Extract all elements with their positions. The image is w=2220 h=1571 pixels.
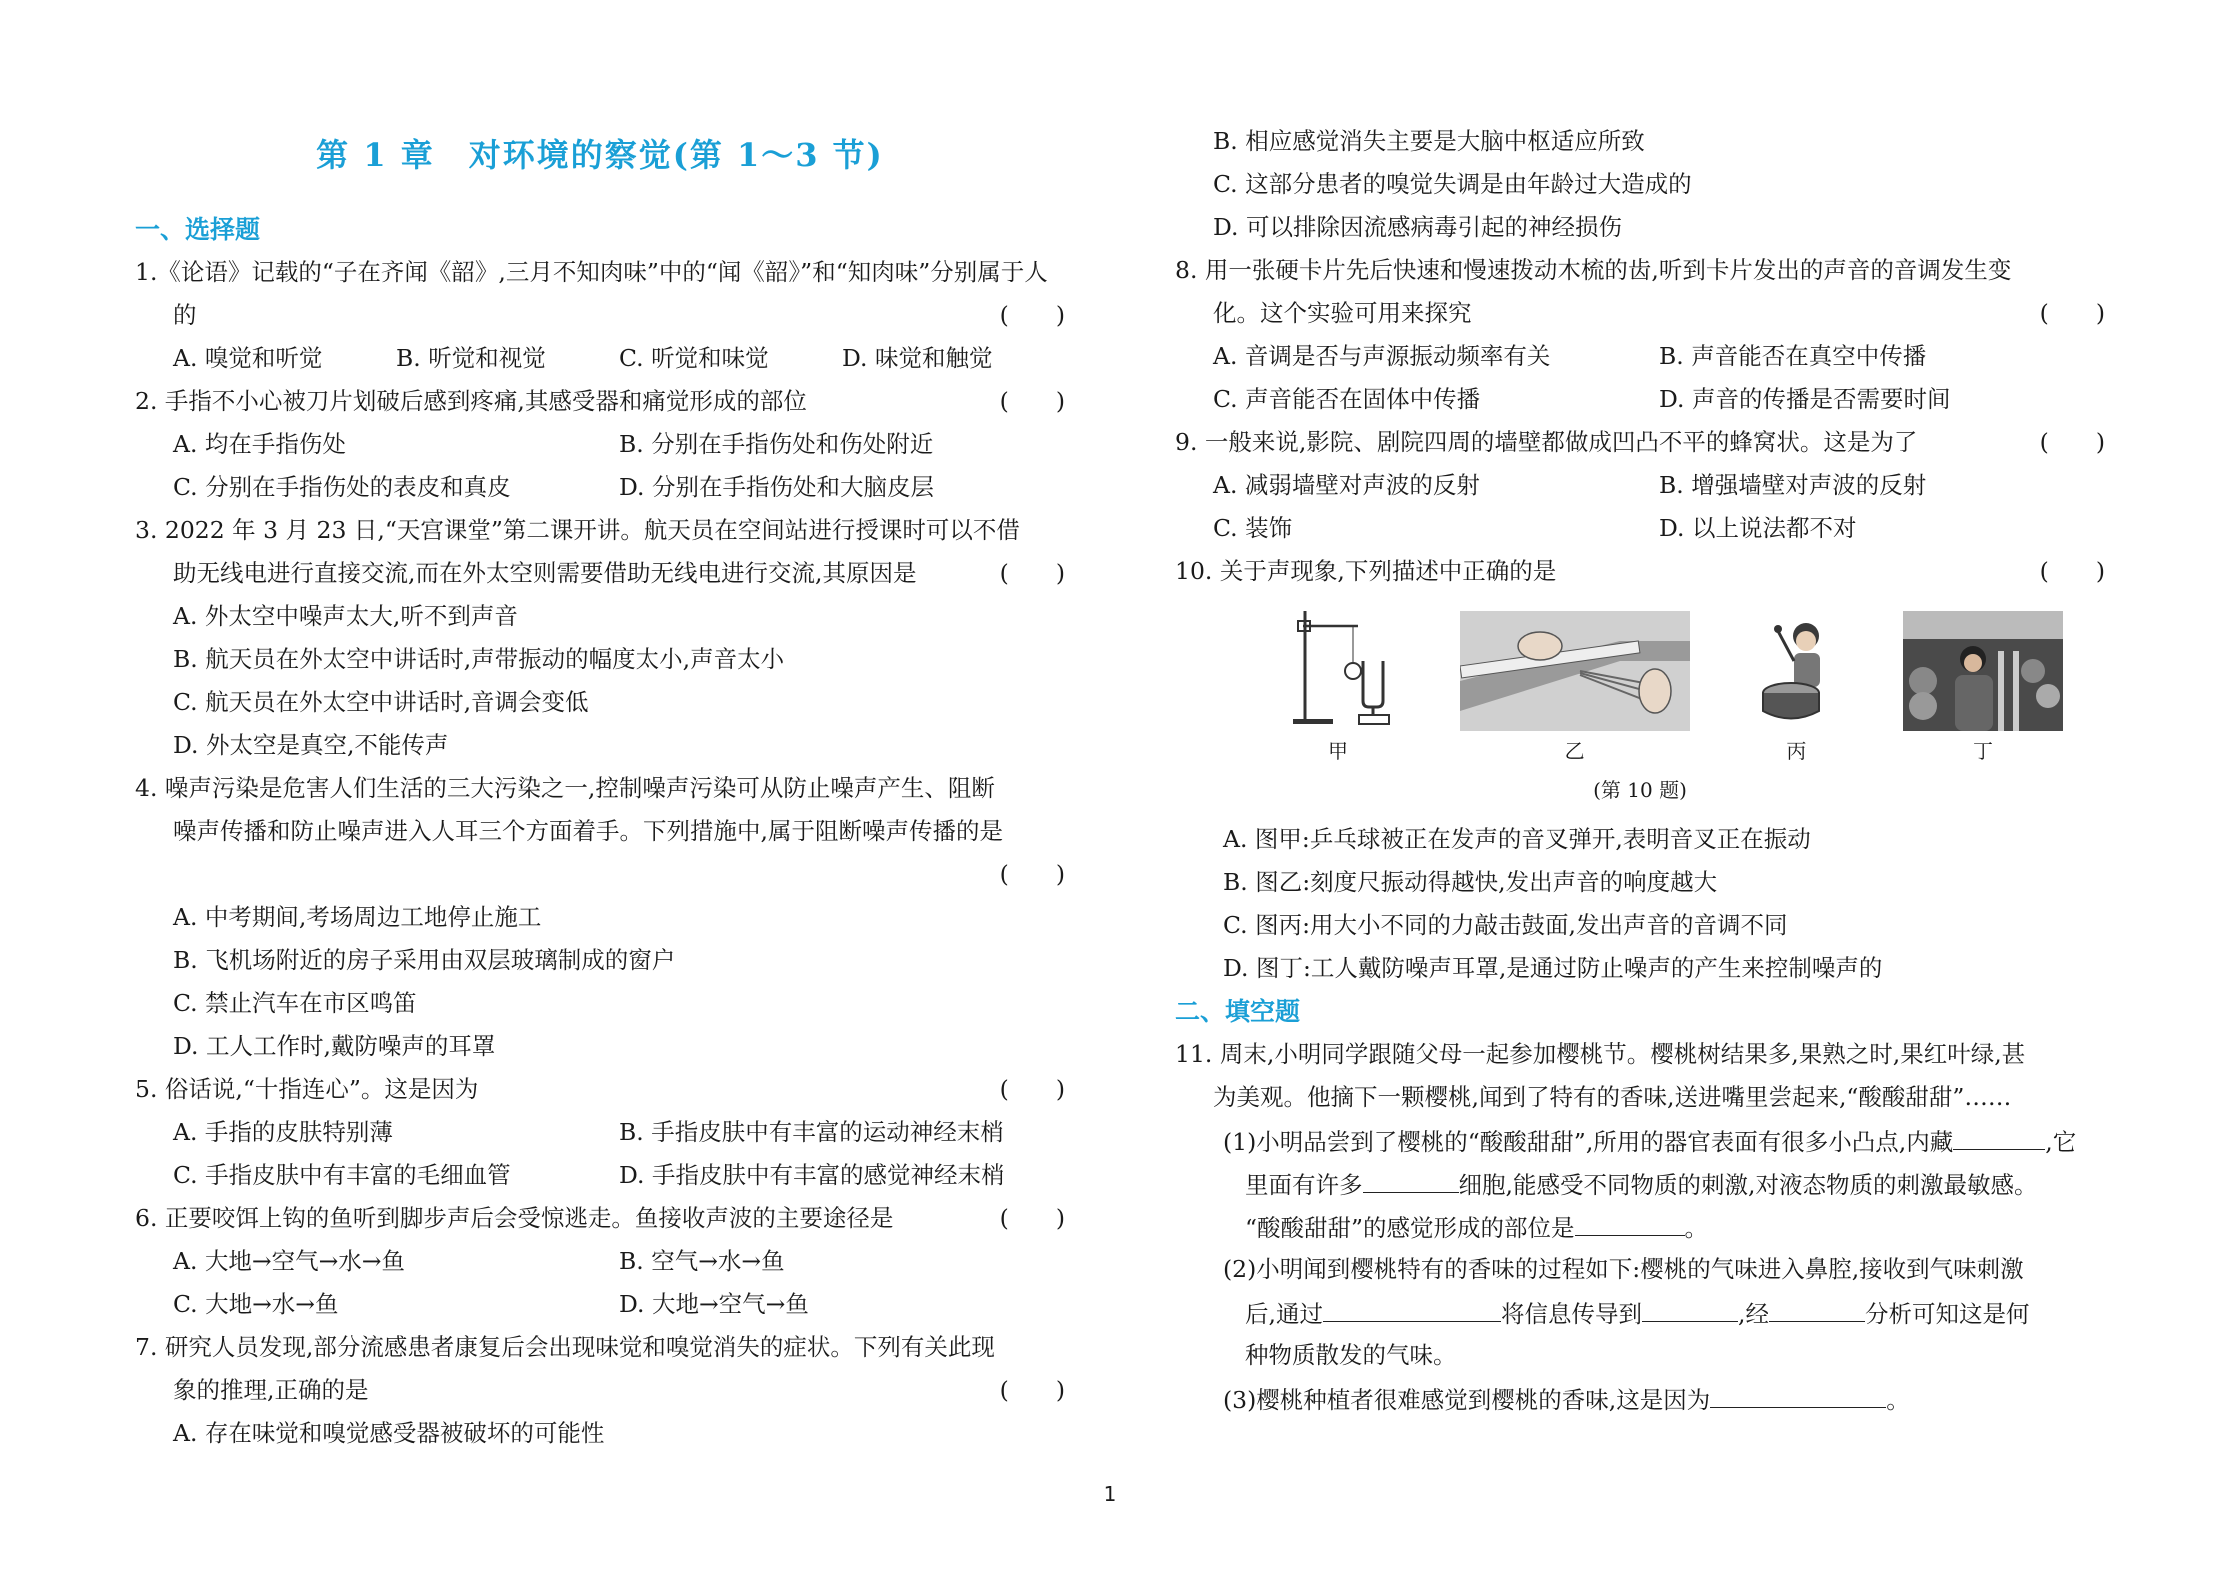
q4-option-b[interactable]: B. 飞机场附近的房子采用由双层玻璃制成的窗户 xyxy=(173,946,676,974)
figure-bing xyxy=(1756,611,1836,764)
q8-option-d[interactable]: D. 声音的传播是否需要时间 xyxy=(1659,385,1951,413)
factory-worker-photo xyxy=(1903,611,2063,731)
q11-part2-line1: (2)小明闻到樱桃特有的香味的过程如下:樱桃的气味进入鼻腔,接收到气味刺激 xyxy=(1223,1255,2024,1283)
q10-option-c[interactable]: C. 图丙:用大小不同的力敲击鼓面,发出声音的音调不同 xyxy=(1223,911,1788,939)
q2-option-c[interactable]: C. 分别在手指伤处的表皮和真皮 xyxy=(173,473,511,501)
answer-blank[interactable] xyxy=(1710,1377,1886,1408)
q11-part3-line1: (3)樱桃种植者很难感觉到樱桃的香味,这是因为 。 xyxy=(1175,1377,2105,1420)
section-choice-heading: 一、选择题 xyxy=(135,215,261,244)
q6-option-c[interactable]: C. 大地→水→鱼 xyxy=(173,1290,339,1318)
q4-option-d[interactable]: D. 工人工作时,戴防噪声的耳罩 xyxy=(173,1032,496,1060)
q10-line1: 10. 关于声现象,下列描述中正确的是 ( ) xyxy=(1175,550,2105,593)
ruler-vibration-illustration xyxy=(1460,611,1690,731)
tuning-fork-illustration xyxy=(1283,601,1393,731)
q7-option-a[interactable]: A. 存在味觉和嗅觉感受器被破坏的可能性 xyxy=(173,1419,605,1447)
q9-options-ab xyxy=(1175,464,2105,507)
q8-line1: 8. 用一张硬卡片先后快速和慢速拨动木梳的齿,听到卡片发出的声音的音调发生变 xyxy=(1175,256,2012,284)
q5-options-ab xyxy=(135,1111,1065,1154)
q5-options-cd xyxy=(135,1154,1065,1197)
answer-paren[interactable]: ( ) xyxy=(999,559,1065,587)
q4-option-a[interactable]: A. 中考期间,考场周边工地停止施工 xyxy=(173,903,542,931)
q9-option-d[interactable]: D. 以上说法都不对 xyxy=(1659,514,1857,542)
answer-paren[interactable]: ( ) xyxy=(999,301,1065,329)
q10-option-a[interactable]: A. 图甲:乒乓球被正在发声的音叉弹开,表明音叉正在振动 xyxy=(1223,825,1811,853)
q2-option-b[interactable]: B. 分别在手指伤处和伤处附近 xyxy=(619,430,934,458)
answer-paren[interactable]: ( ) xyxy=(999,1075,1065,1103)
answer-blank[interactable] xyxy=(1769,1291,1865,1322)
q7-line2: 象的推理,正确的是 ( ) xyxy=(135,1369,1065,1412)
q11-part2-line3: 种物质散发的气味。 xyxy=(1245,1341,1457,1369)
q10-option-b[interactable]: B. 图乙:刻度尺振动得越快,发出声音的响度越大 xyxy=(1223,868,1718,896)
q11-part1-line3: “酸酸甜甜”的感觉形成的部位是 。 xyxy=(1175,1205,2105,1248)
q9-option-a[interactable]: A. 减弱墙壁对声波的反射 xyxy=(1213,471,1480,499)
q8-line2: 化。这个实验可用来探究 ( ) xyxy=(1175,292,2105,335)
q6-option-a[interactable]: A. 大地→空气→水→鱼 xyxy=(173,1247,405,1275)
q8-option-b[interactable]: B. 声音能否在真空中传播 xyxy=(1659,342,1927,370)
q1-options xyxy=(135,337,1065,380)
answer-paren[interactable]: ( ) xyxy=(999,860,1065,888)
q1-line1: 1.《论语》记载的“子在齐闻《韶》,三月不知肉味”中的“闻《韶》”和“知肉味”分别属于人 xyxy=(135,258,1048,286)
q9-option-b[interactable]: B. 增强墙壁对声波的反射 xyxy=(1659,471,1927,499)
q4-line1: 4. 噪声污染是危害人们生活的三大污染之一,控制噪声污染可从防止噪声产生、阻断 xyxy=(135,774,995,802)
figure-label-yi: 乙 xyxy=(1564,739,1585,763)
answer-blank[interactable] xyxy=(1363,1162,1459,1193)
q2-line1: 2. 手指不小心被刀片划破后感到疼痛,其感受器和痛觉形成的部位 ( ) xyxy=(135,380,1065,423)
q3-option-b[interactable]: B. 航天员在外太空中讲话时,声带振动的幅度太小,声音太小 xyxy=(173,645,785,673)
q10-figures xyxy=(1283,601,2063,764)
q11-part2-line2: 后,通过 将信息传导到 ,经 分析可知这是何 xyxy=(1175,1291,2105,1334)
q1-option-c[interactable]: C. 听觉和味觉 xyxy=(619,344,769,372)
q2-options-cd xyxy=(135,466,1065,509)
figure-ding xyxy=(1903,611,2063,764)
answer-paren[interactable]: ( ) xyxy=(2039,428,2105,456)
q3-line1: 3. 2022 年 3 月 23 日,“天宫课堂”第二课开讲。航天员在空间站进行授课时可以不借 xyxy=(135,516,1020,544)
q8-options-cd xyxy=(1175,378,2105,421)
q5-option-d[interactable]: D. 手指皮肤中有丰富的感觉神经末梢 xyxy=(619,1161,1005,1189)
q3-option-a[interactable]: A. 外太空中噪声太大,听不到声音 xyxy=(173,602,518,630)
q1-line2: 的 ( ) xyxy=(135,294,1065,337)
q8-option-c[interactable]: C. 声音能否在固体中传播 xyxy=(1213,385,1481,413)
q7-line1: 7. 研究人员发现,部分流感患者康复后会出现味觉和嗅觉消失的症状。下列有关此现 xyxy=(135,1333,995,1361)
page-number: 1 xyxy=(1103,1482,1117,1506)
q6-option-d[interactable]: D. 大地→空气→鱼 xyxy=(619,1290,809,1318)
figure-label-ding: 丁 xyxy=(1972,739,1993,763)
q3-line2: 助无线电进行直接交流,而在外太空则需要借助无线电进行交流,其原因是 ( ) xyxy=(135,552,1065,595)
figure-label-jia: 甲 xyxy=(1328,739,1348,763)
q7-option-d[interactable]: D. 可以排除因流感病毒引起的神经损伤 xyxy=(1213,213,1622,241)
answer-paren[interactable]: ( ) xyxy=(999,1204,1065,1232)
figure-label-bing: 丙 xyxy=(1786,739,1807,763)
figure-jia xyxy=(1283,601,1393,764)
answer-blank[interactable] xyxy=(1642,1291,1738,1322)
q11-part1-line1: (1)小明品尝到了樱桃的“酸酸甜甜”,所用的器官表面有很多小凸点,内藏 ,它 xyxy=(1175,1119,2105,1162)
q6-option-b[interactable]: B. 空气→水→鱼 xyxy=(619,1247,785,1275)
answer-blank[interactable] xyxy=(1323,1291,1501,1322)
answer-blank[interactable] xyxy=(1953,1119,2045,1150)
answer-paren[interactable]: ( ) xyxy=(2039,299,2105,327)
q5-option-a[interactable]: A. 手指的皮肤特别薄 xyxy=(173,1118,393,1146)
figure-caption: (第 10 题) xyxy=(1593,778,1687,802)
q6-line1: 6. 正要咬饵上钩的鱼听到脚步声后会受惊逃走。鱼接收声波的主要途径是 ( ) xyxy=(135,1197,1065,1240)
q1-option-b[interactable]: B. 听觉和视觉 xyxy=(396,344,546,372)
q2-option-a[interactable]: A. 均在手指伤处 xyxy=(173,430,346,458)
figure-yi xyxy=(1460,611,1690,764)
q9-option-c[interactable]: C. 装饰 xyxy=(1213,514,1293,542)
section-fill-heading: 二、填空题 xyxy=(1175,997,1301,1026)
answer-paren[interactable]: ( ) xyxy=(999,387,1065,415)
q6-options-ab xyxy=(135,1240,1065,1283)
answer-blank[interactable] xyxy=(1575,1205,1685,1236)
right-column xyxy=(1175,120,2105,1420)
drum-illustration xyxy=(1756,611,1836,731)
q2-options-ab xyxy=(135,423,1065,466)
q4-line2: 噪声传播和防止噪声进入人耳三个方面着手。下列措施中,属于阻断噪声传播的是 xyxy=(173,817,1003,845)
q7-option-b[interactable]: B. 相应感觉消失主要是大脑中枢适应所致 xyxy=(1213,127,1645,155)
q8-options-ab xyxy=(1175,335,2105,378)
q10-option-d[interactable]: D. 图丁:工人戴防噪声耳罩,是通过防止噪声的产生来控制噪声的 xyxy=(1223,954,1883,982)
q5-option-b[interactable]: B. 手指皮肤中有丰富的运动神经末梢 xyxy=(619,1118,1004,1146)
q2-option-d[interactable]: D. 分别在手指伤处和大脑皮层 xyxy=(619,473,934,501)
q4-paren-line xyxy=(135,853,1065,896)
q3-option-c[interactable]: C. 航天员在外太空中讲话时,音调会变低 xyxy=(173,688,589,716)
q7-option-c[interactable]: C. 这部分患者的嗅觉失调是由年龄过大造成的 xyxy=(1213,170,1692,198)
q1-option-a[interactable]: A. 嗅觉和听觉 xyxy=(173,344,323,372)
q9-options-cd xyxy=(1175,507,2105,550)
q1-option-d[interactable]: D. 味觉和触觉 xyxy=(842,344,993,372)
q4-option-c[interactable]: C. 禁止汽车在市区鸣笛 xyxy=(173,989,417,1017)
q3-option-d[interactable]: D. 外太空是真空,不能传声 xyxy=(173,731,449,759)
answer-paren[interactable]: ( ) xyxy=(999,1376,1065,1404)
q11-line1: 11. 周末,小明同学跟随父母一起参加樱桃节。樱桃树结果多,果熟之时,果红叶绿,甚 xyxy=(1175,1040,2026,1068)
q8-option-a[interactable]: A. 音调是否与声源振动频率有关 xyxy=(1213,342,1551,370)
q6-options-cd xyxy=(135,1283,1065,1326)
answer-paren[interactable]: ( ) xyxy=(2039,557,2105,585)
page-title: 第 1 章 对环境的察觉(第 1～3 节) xyxy=(316,136,884,174)
q5-option-c[interactable]: C. 手指皮肤中有丰富的毛细血管 xyxy=(173,1161,511,1189)
q9-line1: 9. 一般来说,影院、剧院四周的墙壁都做成凹凸不平的蜂窝状。这是为了 ( ) xyxy=(1175,421,2105,464)
q11-part1-line2: 里面有许多 细胞,能感受不同物质的刺激,对液态物质的刺激最敏感。 xyxy=(1175,1162,2105,1205)
q5-line1: 5. 俗话说,“十指连心”。这是因为 ( ) xyxy=(135,1068,1065,1111)
q11-line2: 为美观。他摘下一颗樱桃,闻到了特有的香味,送进嘴里尝起来,“酸酸甜甜”…… xyxy=(1213,1083,2012,1111)
left-column xyxy=(135,120,1065,1455)
